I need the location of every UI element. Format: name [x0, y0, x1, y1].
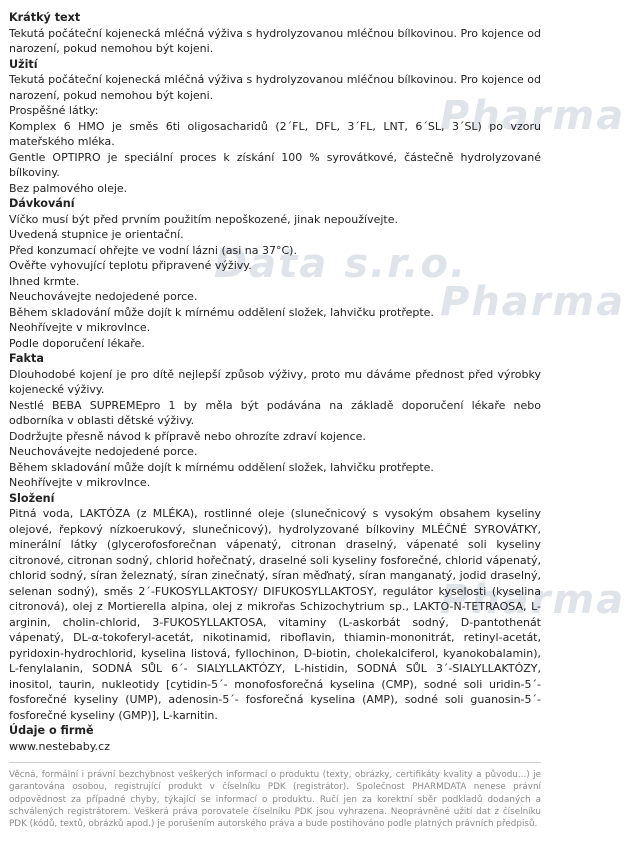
section-title: Fakta: [9, 352, 44, 365]
paragraph: Tekutá počáteční kojenecká mléčná výživa s hydrolyzovanou mléčnou bílkovinou. Pro kojence od narození, pokud nemohou být kojeni.: [9, 26, 541, 55]
company-website-link[interactable]: [9, 739, 541, 755]
section-title: Krátký text: [9, 11, 81, 24]
paragraph: Uvedená stupnice je orientační.: [9, 228, 184, 241]
paragraph: Komplex 6 HMO je směs 6ti oligosacharidů (2´FL, DFL, 3´FL, LNT, 6´SL, 3´SL) po vzoru mateřského mléka.: [9, 119, 541, 148]
paragraph: Ověřte vyhovující teplotu připravené výživy.: [9, 259, 252, 272]
paragraph: Neohřívejte v mikrovlnce.: [9, 321, 151, 334]
paragraph: Neohřívejte v mikrovlnce.: [9, 476, 151, 489]
watermark-brand: Pharma: [440, 93, 625, 139]
divider: [9, 762, 541, 763]
section-usage: [9, 57, 541, 197]
disclaimer: Věcná, formální i právní bezchybnost veškerých informací o produktu (texty, obrázky, certifikáty kvality a původu...) je garantována osobou, registrující produkt v číselníku PDK (registrátor). Společnost PHARMDATA nenese právní odpovědnost za případné chyby, týkající se informací o produktu. Ručí jen za korektní sběr podkladů dodaných a schválených registrátorem. Veškerá práva porovatele číselníku PDK jsou vyhrazena. Neoprávněné užití dat z číselníku PDK (kódů, textů, obrázků apod.) je porušením autorského práva a bude postihováno podle platných právních předpisů.: [9, 770, 541, 830]
paragraph: Neuchovávejte nedojedené porce.: [9, 290, 198, 303]
watermark-brand: Pharma: [440, 577, 625, 623]
paragraph: Pitná voda, LAKTÓZA (z MLÉKA), rostlinné oleje (slunečnicový s vysokým obsahem kyseliny olejové, řepkový nízkoerukový, slunečnicový), hydrolyzované bílkoviny MLÉČNÉ SYROVÁTKY, minerální látky (glycerofosforečnan vápenatý, citronan draselný, vápenaté soli kyseliny citronové, citronan sodný, chlorid hořečnatý, draselné soli kyseliny fosforečné, chlorid vápenatý, chlorid sodný, síran železnatý, síran zinečnatý, síran měďnatý, síran manganatý, jodid draselný, selenan sodný), směs 2´-FUKOSYLLAKTOSY/ DIFUKOSYLLAKTOSY, regulátor kyselosti (kyselina citronová), olej z Mortierella alpina, olej z mikrořas Schizochytrium sp., LAKTO-N-TETRAOSA, L-arginin, cholin-chlorid, 3-FUKOSYLLAKTOSA, vitaminy (L-askorbát sodný, D-pantothenát vápenatý, DL-⍺-tokoferyl-acetát, nikotinamid, riboflavin, thiamin-mononitrát, retinyl-acetát, pyridoxin-hydrochlorid, kyselina listová, fyllochinon, D-biotin, cholekalciferol, kyanokobalamin), L-fenylalanin, SODNÁ SŮL 6´- SIALYLLAKTÓZY, L-histidin, SODNÁ SŮL 3´-SIALYLLAKTÓZY, inositol, taurin, nukleotidy [cytidin-5´- monofosforečná kyselina (CMP), sodné soli uridin-5´-fosforečné kyseliny (UMP), adenosin-5´- fosforečná kyselina (AMP), sodné soli guanosin-5´-fosforečné kyseliny (GMP)], L-karnitin.: [9, 507, 541, 722]
section-title: Složení: [9, 491, 55, 505]
section-facts: [9, 351, 541, 491]
company-website[interactable]: www.nestebaby.cz: [9, 739, 110, 753]
section-dosage: [9, 196, 541, 351]
paragraph: Tekutá počáteční kojenecká mléčná výživa s hydrolyzovanou mléčnou bílkovinou. Pro kojence od narození, pokud nemohou být kojeni.: [9, 73, 541, 102]
paragraph: Nestlé BEBA SUPREMEpro 1 by měla být podávána na základě doporučení lékaře nebo odborníka v oblasti dětské výživy.: [9, 398, 541, 427]
paragraph: Prospěšné látky:: [9, 104, 99, 117]
section-short-text: [9, 10, 541, 57]
section-title: Údaje o firmě: [9, 724, 94, 737]
paragraph: Neuchovávejte nedojedené porce.: [9, 445, 198, 458]
section-title: Dávkování: [9, 197, 75, 210]
watermark-brand: Pharma: [440, 279, 625, 325]
paragraph: Dodržujte přesně návod k přípravě nebo ohrozíte zdraví kojence.: [9, 429, 366, 443]
paragraph: Ihned krmte.: [9, 274, 80, 288]
paragraph: Podle doporučení lékaře.: [9, 336, 145, 350]
paragraph: Dlouhodobé kojení je pro dítě nejlepší způsob výživy, proto mu dáváme přednost před výrobky kojenecké výživy.: [9, 367, 541, 396]
product-info-page: [9, 10, 541, 830]
paragraph: Gentle OPTIPRO je speciální proces k získání 100 % syrovátkové, částečně hydrolyzované bílkoviny.: [9, 150, 541, 179]
section-title: Užití: [9, 57, 38, 71]
paragraph: Během skladování může dojít k mírnému oddělení složek, lahvičku protřepte.: [9, 460, 434, 474]
section-composition: [9, 491, 541, 724]
section-company: [9, 723, 541, 754]
paragraph: Bez palmového oleje.: [9, 181, 128, 195]
paragraph: Víčko musí být před prvním použitím nepoškozené, jinak nepoužívejte.: [9, 212, 398, 226]
watermark-company: Data s.r.o.: [214, 241, 468, 287]
paragraph: Před konzumací ohřejte ve vodní lázni (asi na 37°C).: [9, 243, 297, 257]
paragraph: Během skladování může dojít k mírnému oddělení složek, lahvičku protřepte.: [9, 305, 434, 319]
